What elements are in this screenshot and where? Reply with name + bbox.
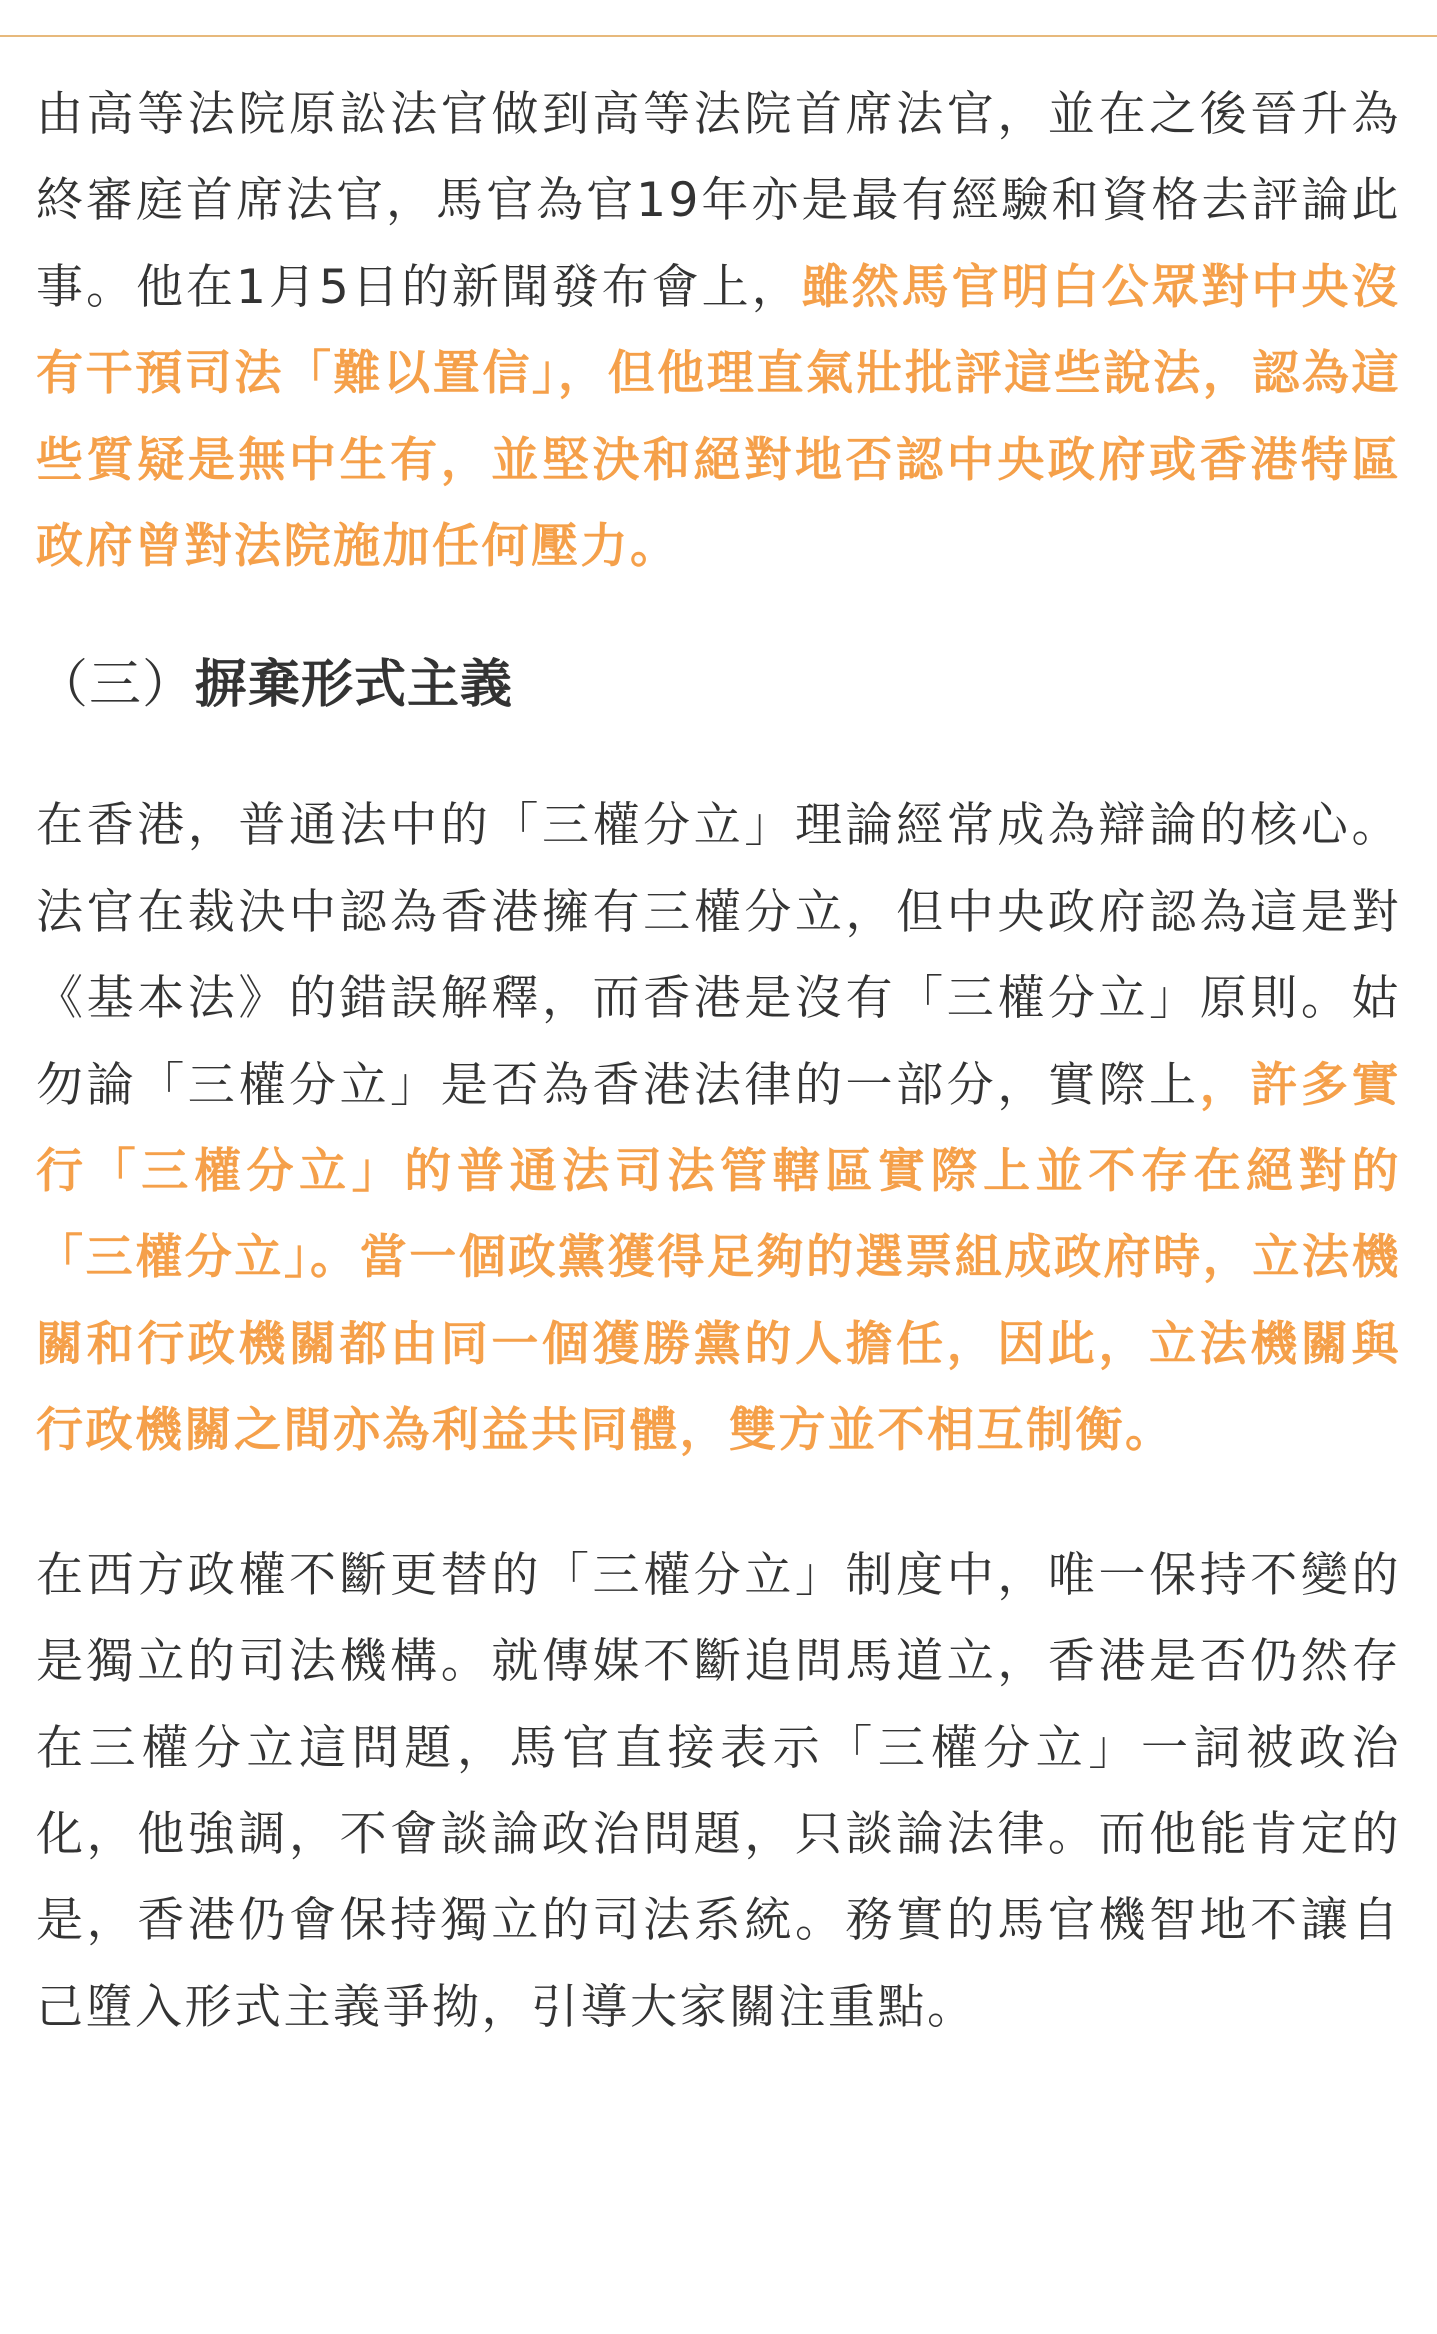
section-heading xyxy=(36,645,1401,725)
paragraph-3 xyxy=(36,1533,1401,2051)
article-body xyxy=(36,72,1401,2051)
paragraph-3-text: 在西方政權不斷更替的「三權分立」制度中，唯一保持不變的是獨立的司法機構。就傳媒不斷追問馬道立，香港是否仍然存在三權分立這問題，馬官直接表示「三權分立」一詞被政治化，他強調，不會談論政治問題，只談論法律。而他能肯定的是，香港仍會保持獨立的司法系統。務實的馬官機智地不讓自己墮入形式主義爭拗，引導大家關注重點。 xyxy=(36,1547,1401,2035)
section-title: 摒棄形式主義 xyxy=(195,655,514,716)
paragraph-2-highlight: ，許多實行「三權分立」的普通法司法管轄區實際上並不存在絕對的「三權分立」。當一個政黨獲得足夠的選票組成政府時，立法機關和行政機關都由同一個獲勝黨的人擔任，因此，立法機關與行政機關之間亦為利益共同體，雙方並不相互制衡。 xyxy=(36,1057,1402,1459)
paragraph-2 xyxy=(36,783,1401,1474)
paragraph-2-text: 在香港，普通法中的「三權分立」理論經常成為辯論的核心。法官在裁決中認為香港擁有三權分立，但中央政府認為這是對《基本法》的錯誤解釋，而香港是沒有「三權分立」原則。姑勿論「三權分立」是否為香港法律的一部分，實際上 xyxy=(36,798,1401,1113)
paragraph-1-highlight: 雖然馬官明白公眾對中央沒有干預司法「難以置信」，但他理直氣壯批評這些說法，認為這些質疑是無中生有，並堅決和絕對地否認中央政府或香港特區政府曾對法院施加任何壓力。 xyxy=(36,259,1401,575)
paragraph-1-text: 由高等法院原訟法官做到高等法院首席法官，並在之後晉升為終審庭首席法官，馬官為官19年亦是最有經驗和資格去評論此事。他在1月5日的新聞發布會上， xyxy=(36,87,1401,315)
paragraph-1 xyxy=(36,72,1401,590)
section-number: （三） xyxy=(36,655,196,716)
top-divider xyxy=(0,35,1437,37)
